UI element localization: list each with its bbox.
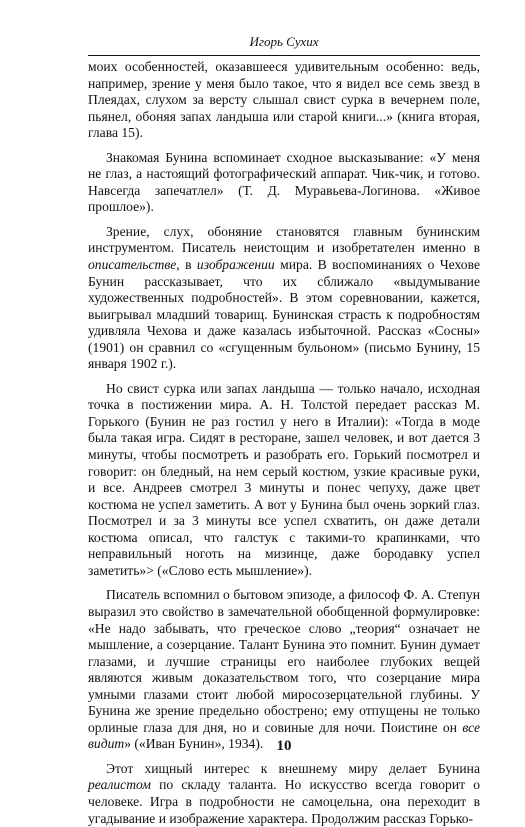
text-run: Но свист сурка или запах ландыша — только начало, исходная точка в постижении мира. А. Н. Толстой передает рассказ М. Горького (Бунин не раз гостил у него в Италии): «Тогда в моде была такая игра. Сидят в ресторане, зашел человек, и вот дается 3 минуты, чтобы посмотреть и разобрать его. Горький посмотрел и говорит: он бледный, на нем серый костюм, узкие красивые руки, и все. Андреев смотрел 3 минуты и понес чепуху, даже цвет костюма не успел заметить. А вот у Бунина был очень зоркий глаз. Посмотрел и за 3 минуты все успел схватить, он даже детали костюма описал, что галстук с такими-то крапинками, что неправильный ноготь на мизинце, даже бородавку успел заметить»> («Слово есть мышление»). — [88, 380, 480, 578]
paragraph — [88, 224, 480, 373]
italic-phrase: изображении — [196, 257, 275, 273]
text-run: мира. В воспоминаниях о Чехове Бунин рассказывает, что их сближало «выдумывание художественных подробностей». В этом соревновании, кажется, выигрывал младший товарищ. Бунинская страсть к подробностям удивляла Чехова и даже казалась избыточной. Рассказ «Сосны» (1901) он сравнил со «сгущенным бульоном» (письмо Бунину, 15 января 1902 г.). — [88, 257, 480, 372]
paragraph — [88, 59, 480, 142]
text-run: моих особенностей, оказавшееся удивительным особенно: ведь, например, зрение у меня было такое, что я видел все семь звезд в Плеядах, слухом за версту слышал свист сурка в вечернем поле, пьянел, обоняя запах ландыша или старой книги...» (книга вторая, глава 15). — [88, 59, 480, 141]
text-run: Этот хищный интерес к внешнему миру делает Бунина — [106, 760, 480, 776]
paragraph — [88, 587, 480, 752]
italic-phrase: описательстве — [88, 257, 177, 273]
paragraph — [88, 761, 480, 827]
header-rule — [88, 55, 480, 56]
body-text — [88, 59, 480, 827]
text-run: по складу таланта. Но искусство всегда говорит о человеке. Игра в подробности не самоцельна, она переходит в угадывание и изображение характера. Продолжим рассказ Горько- — [88, 777, 480, 826]
text-run: Зрение, слух, обоняние становятся главным бунинским инструментом. Писатель неистощим и изобретателен именно в — [88, 223, 480, 256]
paragraph — [88, 381, 480, 580]
text-run: Знакомая Бунина вспоминает сходное высказывание: «У меня не глаз, а настоящий фотографический аппарат. Чик-чик, и готово. Навсегда запечатлел» (Т. Д. Муравьева-Логинова. «Живое прошлое»). — [88, 149, 480, 215]
text-run: » («Иван Бунин», 1934). — [124, 736, 264, 752]
paragraph — [88, 150, 480, 216]
book-page — [88, 34, 480, 827]
italic-phrase: все видит — [88, 719, 480, 752]
text-run: Писатель вспомнил о бытовом эпизоде, а философ Ф. А. Степун выразил это свойство в замечательной обобщенной формулировке: «Не надо забывать, что греческое слово „теория“ означает не мышление, а созерцание. Талант Бунина это помнит. Бунин думает глазами, и лучшие страницы его наиболее глубоких вещей являются живым доказательством того, что созерцание мира умными глазами стоит любой миросозерцательной глубины. У Бунина же зрение предельно обострено; ему отпущены не только орлиные глаза для дня, но и совиные для ночи. Поистине он — [88, 587, 480, 735]
page-number: 10 — [276, 738, 292, 754]
italic-phrase: реалистом — [88, 777, 151, 793]
text-run: , в — [176, 257, 197, 273]
running-head-author: Игорь Сухих — [249, 34, 319, 49]
